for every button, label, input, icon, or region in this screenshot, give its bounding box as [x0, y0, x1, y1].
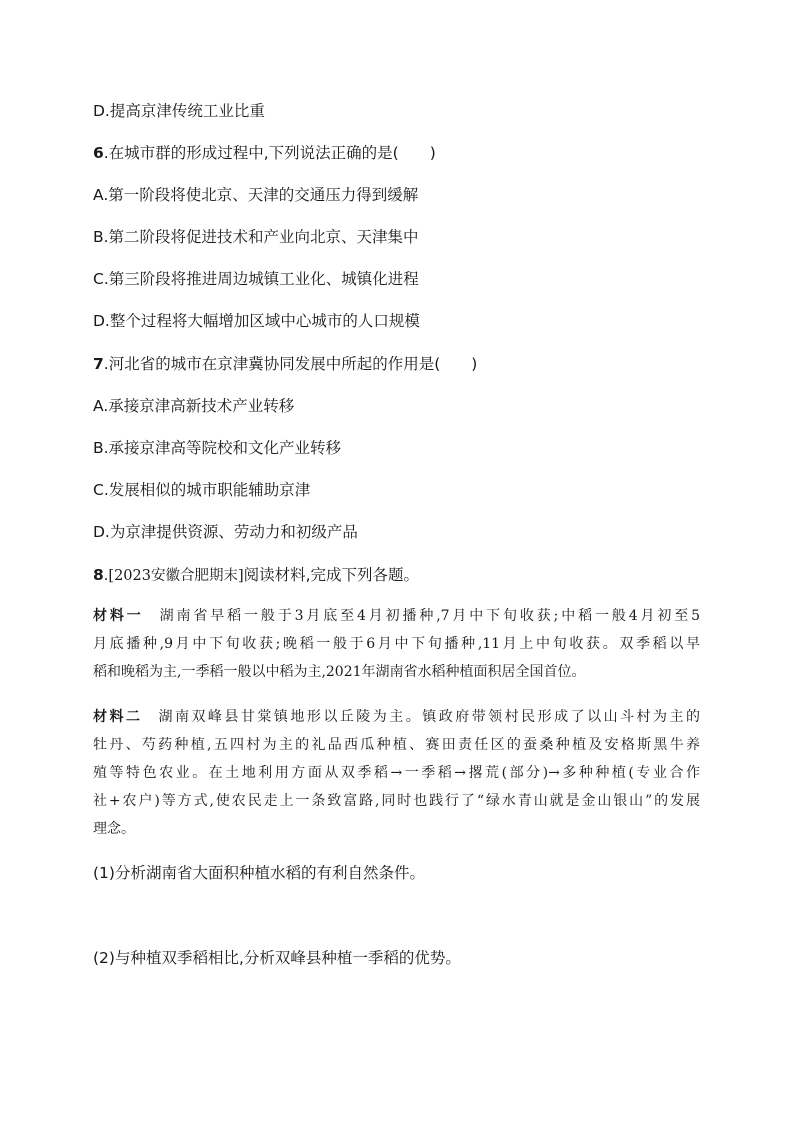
q7-option-b: B.承接京津高等院校和文化产业转移 [93, 439, 342, 457]
material-1-label: 材料一 [93, 608, 144, 624]
q7-stem-text: .河北省的城市在京津冀协同发展中所起的作用是( ) [103, 355, 478, 373]
q6-option-d: D.整个过程将大幅增加区域中心城市的人口规模 [93, 312, 420, 330]
q6-option-b: B.第二阶段将促进技术和产业向北京、天津集中 [93, 228, 419, 246]
q6-option-a: A.第一阶段将使北京、天津的交通压力得到缓解 [93, 186, 419, 204]
q7-option-d: D.为京津提供资源、劳动力和初级产品 [93, 523, 358, 541]
q8-subquestion-1: (1)分析湖南省大面积种植水稻的有利自然条件。 [93, 864, 425, 882]
material-2-line: 理念。 [93, 821, 135, 837]
q7-stem [93, 354, 703, 374]
material-1 [93, 602, 700, 686]
material-1-line: 月底播种,9月中下旬收获;晚稻一般于6月中下旬播种,11月上中旬收获。双季稻以早 [93, 636, 700, 652]
material-1-line: 稻和晚稻为主,一季稻一般以中稻为主,2021年湖南省水稻种植面积居全国首位。 [93, 664, 586, 680]
q6-option-c: C.第三阶段将推进周边城镇工业化、城镇化进程 [93, 270, 419, 288]
material-2-line-text: 湖南双峰县甘棠镇地形以丘陵为主。镇政府带领村民形成了以山斗村为主的 [158, 709, 700, 725]
material-1-line [93, 602, 700, 630]
material-2-line [93, 703, 700, 731]
q7-option-a: A.承接京津高新技术产业转移 [93, 397, 295, 415]
q6-stem-text: .在城市群的形成过程中,下列说法正确的是( ) [103, 144, 436, 162]
material-2 [93, 703, 700, 843]
material-2-line: 殖等特色农业。在土地利用方面从双季稻→一季稻→撂荒(部分)→多种种植(专业合作 [93, 765, 700, 781]
q8-source: .[2023安徽合肥期末] [103, 568, 244, 584]
q8-number: 8 [93, 566, 104, 584]
q6-number: 6 [93, 144, 104, 162]
material-2-label: 材料二 [93, 709, 143, 725]
q7-number: 7 [93, 355, 104, 373]
q5-option-d: D.提高京津传统工业比重 [93, 102, 265, 120]
material-2-line: 牡丹、芍药种植,五四村为主的礼品西瓜种植、赛田责任区的蚕桑种植及安格斯黑牛养 [93, 737, 700, 753]
q8-stem-text: 阅读材料,完成下列各题。 [243, 566, 420, 584]
q7-option-c: C.发展相似的城市职能辅助京津 [93, 481, 311, 499]
material-2-line: 社+农户)等方式,使农民走上一条致富路,同时也践行了“绿水青山就是金山银山”的发展 [93, 793, 700, 809]
material-1-line-text: 湖南省早稻一般于3月底至4月初播种,7月中下旬收获;中稻一般4月初至5 [159, 608, 700, 624]
q8-subquestion-2: (2)与种植双季稻相比,分析双峰县种植一季稻的优势。 [93, 949, 461, 967]
q6-stem [93, 143, 703, 163]
q8-stem [93, 565, 703, 586]
